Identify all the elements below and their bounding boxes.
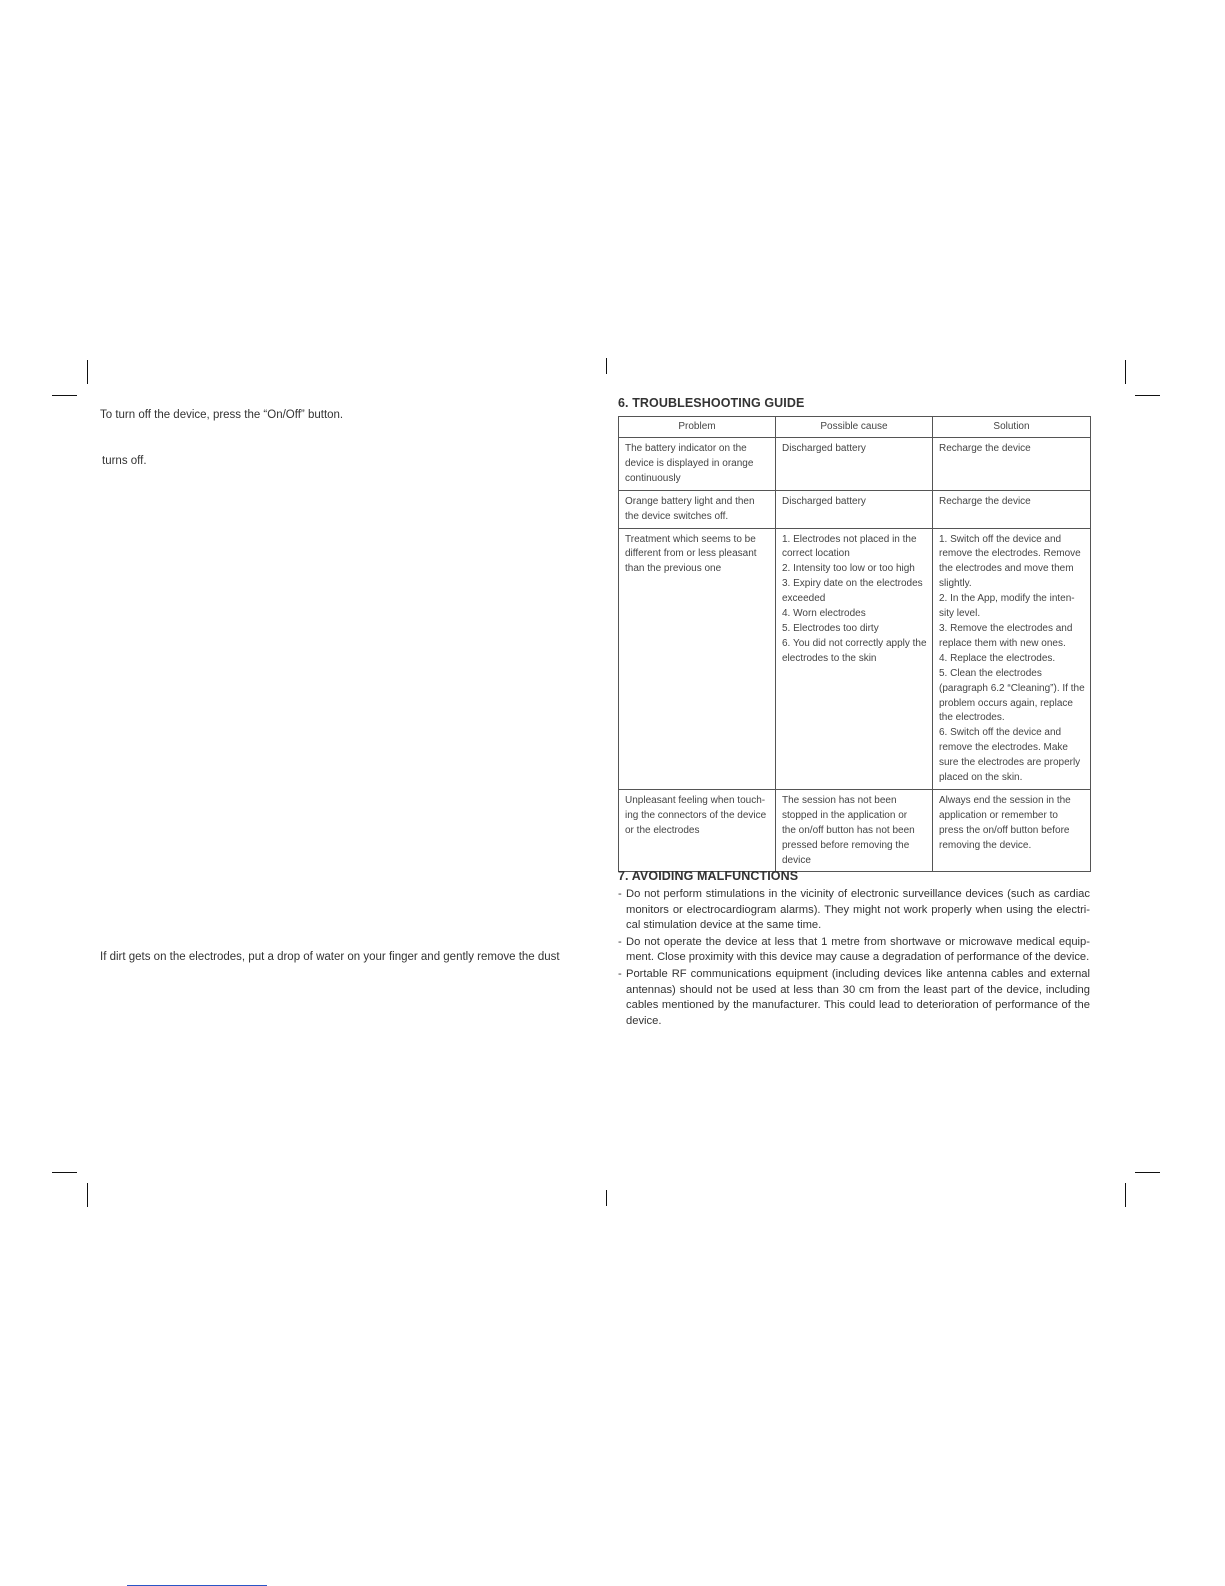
crop-mark xyxy=(1125,360,1126,384)
cell-text-line: 4. Replace the electrodes. xyxy=(939,652,1056,664)
cell-text-line: (paragraph 6.2 “Cleaning”). If the xyxy=(939,682,1085,694)
cell-text-line: correct location xyxy=(782,548,850,560)
cell-text-line: different from or less pleasant xyxy=(625,548,757,560)
cell-text-line: sure the electrodes are properly xyxy=(939,757,1081,769)
cell-text-line: 2. Intensity too low or too high xyxy=(782,563,915,575)
cell-text-line: continuously xyxy=(625,472,681,484)
cell-text-line: Always end the session in the xyxy=(939,794,1071,806)
list-item: - Do not perform stimulations in the vicinity of electronic surveillance devices (such as cardiac monitors or electrocardiogram alarms). They might not work properly when using the electri-cal stimulation device at the same time. xyxy=(618,887,1090,934)
cell-text-line: Orange battery light and then xyxy=(625,495,755,507)
left-page-text: If dirt gets on the electrodes, put a drop of water on your finger and gently remove the dust xyxy=(100,951,560,963)
cell-text-line: Discharged battery xyxy=(782,443,866,454)
cell-cause xyxy=(776,490,933,528)
cell-cause xyxy=(776,528,933,789)
cell-text-line: 1. Electrodes not placed in the xyxy=(782,533,917,545)
malfunctions-list xyxy=(618,887,1090,1030)
crop-mark xyxy=(606,358,607,374)
crop-mark xyxy=(1125,1183,1126,1207)
cell-text-line: the on/off button has not been xyxy=(782,824,915,836)
column-header-cause: Possible cause xyxy=(776,417,933,438)
troubleshooting-title: 6. TROUBLESHOOTING GUIDE xyxy=(618,396,805,410)
cell-text-line: 5. Clean the electrodes xyxy=(939,667,1042,679)
cell-text-line: remove the electrodes. Remove xyxy=(939,548,1081,560)
cell-text-line: slightly. xyxy=(939,578,972,590)
cell-text-line: removing the device. xyxy=(939,839,1032,851)
cell-text-line: placed on the skin. xyxy=(939,772,1023,784)
cell-text-line: The battery indicator on the xyxy=(625,443,747,454)
malfunctions-title: 7. AVOIDING MALFUNCTIONS xyxy=(618,869,799,883)
cell-cause xyxy=(776,438,933,491)
cell-text-line: 4. Worn electrodes xyxy=(782,608,866,620)
cell-text-line: replace them with new ones. xyxy=(939,637,1066,649)
cell-text-line: 3. Expiry date on the electrodes xyxy=(782,578,923,590)
cell-text-line: than the previous one xyxy=(625,563,722,575)
cell-problem xyxy=(619,438,776,491)
cell-text-line: problem occurs again, replace xyxy=(939,697,1073,709)
crop-mark xyxy=(52,395,77,396)
cell-text-line: or the electrodes xyxy=(625,824,700,836)
cell-text-line: pressed before removing the xyxy=(782,839,910,851)
cell-text-line: The session has not been xyxy=(782,794,897,806)
crop-mark xyxy=(52,1172,77,1173)
crop-mark xyxy=(1135,1172,1160,1173)
table-header-row xyxy=(619,417,1091,438)
column-header-problem: Problem xyxy=(619,417,776,438)
cell-text-line: Unpleasant feeling when touch- xyxy=(625,794,766,806)
cell-text-line: Recharge the device xyxy=(939,443,1031,454)
cell-text-line: sity level. xyxy=(939,608,981,620)
cell-solution xyxy=(933,789,1091,872)
left-page-text: To turn off the device, press the “On/Off” button. xyxy=(100,409,344,421)
crop-mark xyxy=(606,1190,607,1206)
cell-text-line: the device switches off. xyxy=(625,510,729,522)
left-page-text: turns off. xyxy=(102,455,147,467)
cell-text-line: 6. You did not correctly apply the xyxy=(782,637,927,649)
cell-text-line: 3. Remove the electrodes and xyxy=(939,622,1073,634)
cell-text-line: ing the connectors of the device xyxy=(625,809,767,821)
table-row xyxy=(619,438,1091,491)
cell-text-line: 1. Switch off the device and xyxy=(939,533,1062,545)
cell-solution xyxy=(933,528,1091,789)
table-row xyxy=(619,789,1091,872)
crop-mark xyxy=(87,1183,88,1207)
cell-text-line: press the on/off button before xyxy=(939,824,1070,836)
cell-text-line: 2. In the App, modify the inten- xyxy=(939,593,1075,605)
cell-text-line: 6. Switch off the device and xyxy=(939,727,1062,739)
table-row xyxy=(619,528,1091,789)
cell-solution xyxy=(933,438,1091,491)
crop-mark xyxy=(1135,395,1160,396)
cell-text-line: remove the electrodes. Make xyxy=(939,742,1068,754)
cell-text-line: stopped in the application or xyxy=(782,809,908,821)
cell-text-line: Treatment which seems to be xyxy=(625,533,756,545)
cell-text-line: application or remember to xyxy=(939,809,1058,821)
cell-text-line: Recharge the device xyxy=(939,495,1031,507)
cell-problem xyxy=(619,528,776,789)
cell-text-line: device is displayed in orange xyxy=(625,457,754,469)
troubleshooting-table xyxy=(618,416,1091,872)
cell-text-line: device xyxy=(782,854,811,866)
table-row xyxy=(619,490,1091,528)
cell-text-line: 5. Electrodes too dirty xyxy=(782,622,879,634)
cell-solution xyxy=(933,490,1091,528)
cell-problem xyxy=(619,789,776,872)
cell-cause xyxy=(776,789,933,872)
crop-mark xyxy=(87,360,88,384)
cell-text-line: the electrodes and move them xyxy=(939,563,1074,575)
cell-text-line: the electrodes. xyxy=(939,712,1005,724)
column-header-solution: Solution xyxy=(933,417,1091,438)
cell-problem xyxy=(619,490,776,528)
cell-text-line: electrodes to the skin xyxy=(782,652,877,664)
list-item: - Do not operate the device at less that 1 metre from shortwave or microwave medical equip-ment. Close proximity with this device may cause a degradation of performance of the device. xyxy=(618,935,1090,966)
list-item: - Portable RF communications equipment (including devices like antenna cables and external antennas) should not be used at less than 30 cm from the least part of the device, including cables mentioned by the manufacturer. This could lead to deterioration of performance of the device. xyxy=(618,967,1090,1029)
cell-text-line: Discharged battery xyxy=(782,495,866,507)
cell-text-line: exceeded xyxy=(782,593,826,605)
